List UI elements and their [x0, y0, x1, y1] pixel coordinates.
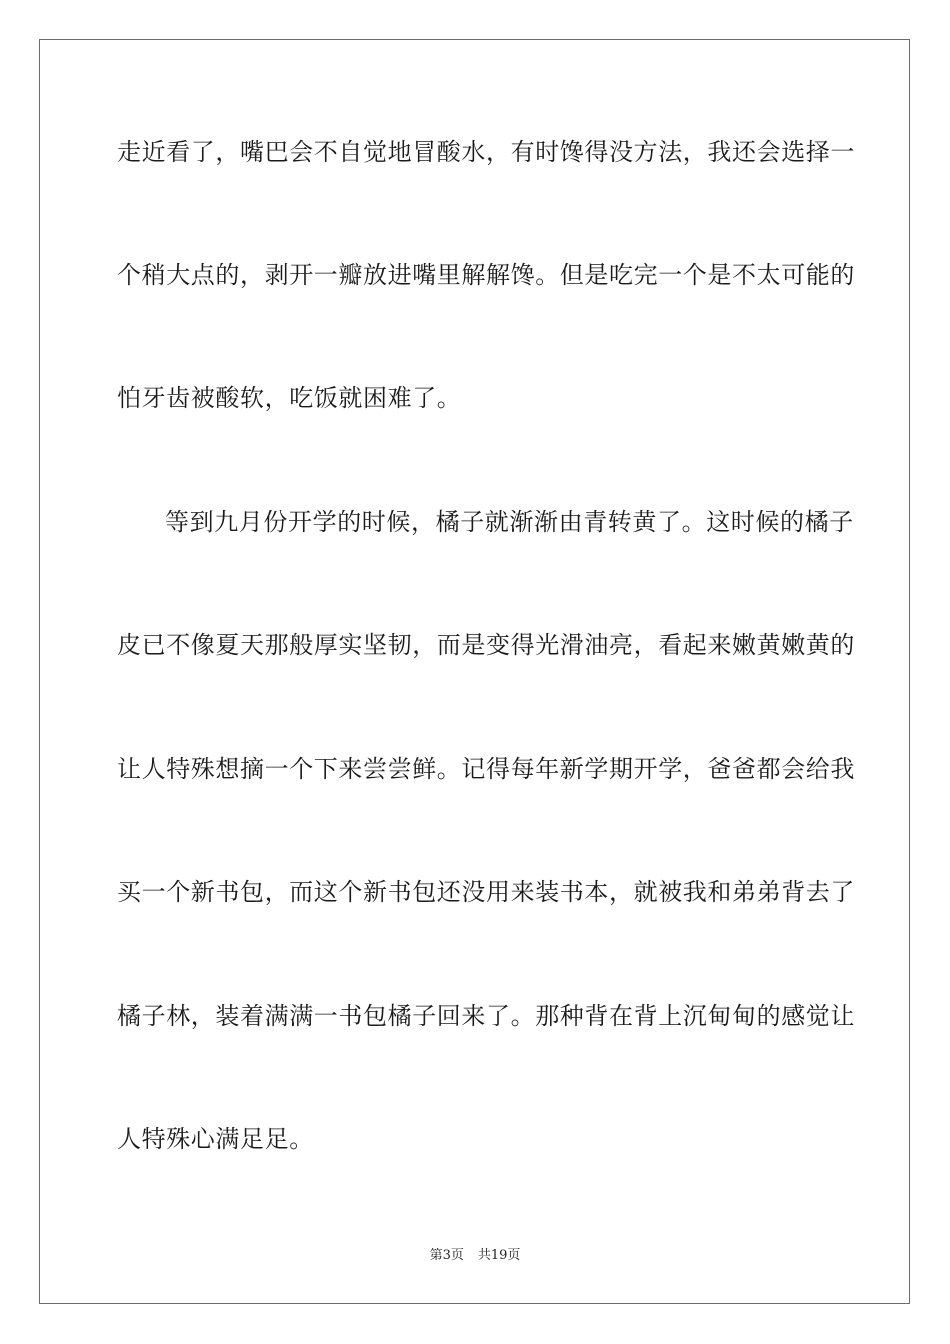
body-text-line: 让人特殊想摘一个下来尝尝鲜。记得每年新学期开学，爸爸都会给我: [117, 755, 855, 783]
paragraph-first-line: 等到九月份开学的时候，橘子就渐渐由青转黄了。这时候的橘子: [165, 508, 854, 536]
page-border: [39, 39, 910, 1304]
body-text-line: 走近看了，嘴巴会不自觉地冒酸水，有时馋得没方法，我还会选择一: [117, 138, 855, 166]
body-text-line: 橘子林，装着满满一书包橘子回来了。那种背在背上沉甸甸的感觉让: [117, 1002, 855, 1030]
body-text-line: 个稍大点的，剥开一瓣放进嘴里解解馋。但是吃完一个是不太可能的: [117, 261, 855, 289]
total-pages: 共19页: [477, 1248, 521, 1263]
body-text-line: 买一个新书包，而这个新书包还没用来装书本，就被我和弟弟背去了: [117, 878, 855, 906]
page-number: 第3页: [429, 1248, 464, 1263]
page-footer: [0, 1247, 950, 1265]
body-text-line: 人特殊心满足足。: [117, 1125, 314, 1153]
body-text-line: 皮已不像夏天那般厚实坚韧，而是变得光滑油亮，看起来嫩黄嫩黄的: [117, 631, 855, 659]
body-text-line: 怕牙齿被酸软，吃饭就困难了。: [117, 384, 462, 412]
